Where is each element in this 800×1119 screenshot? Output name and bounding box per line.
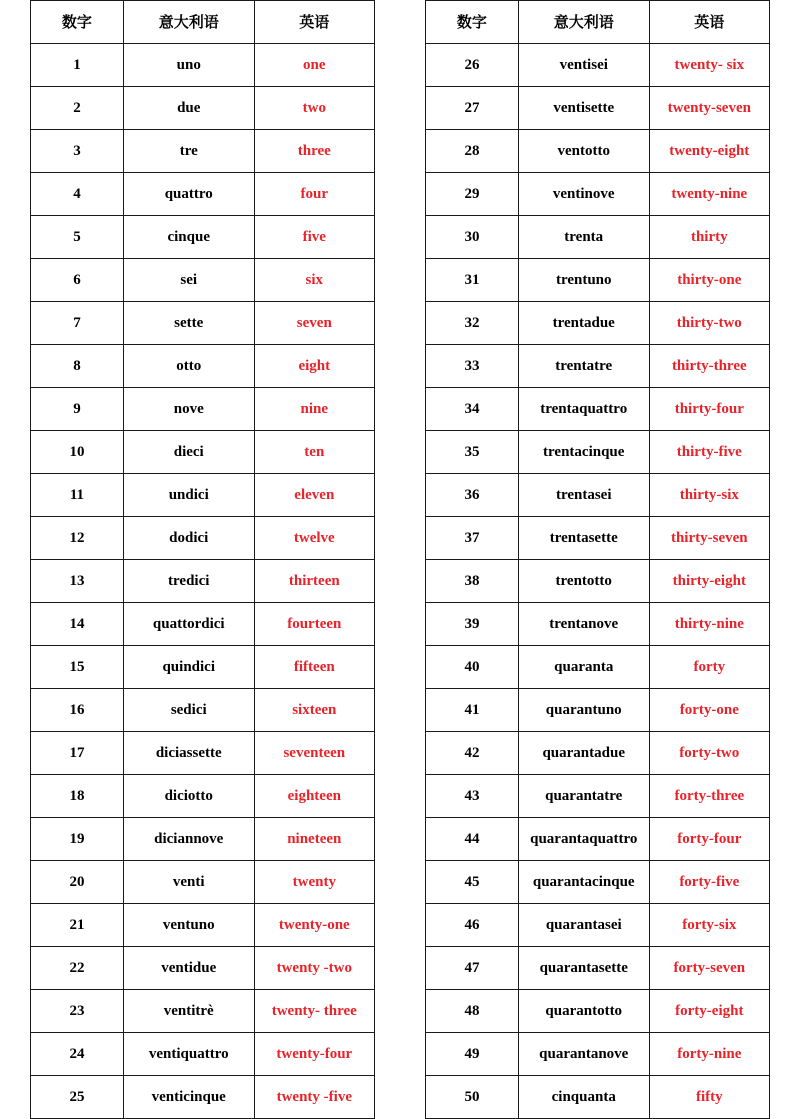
cell-english: twenty-one [254,904,374,947]
cell-number: 20 [31,861,124,904]
table-row [31,259,375,302]
table-row [426,388,770,431]
table-row [426,431,770,474]
cell-number: 2 [31,87,124,130]
cell-number: 36 [426,474,519,517]
cell-english: twenty [254,861,374,904]
cell-number: 5 [31,216,124,259]
cell-number: 10 [31,431,124,474]
cell-number: 47 [426,947,519,990]
table-row [31,818,375,861]
cell-english: thirteen [254,560,374,603]
cell-italian: quindici [123,646,254,689]
table-row [426,818,770,861]
table-row [426,1033,770,1076]
cell-english: ten [254,431,374,474]
cell-english: six [254,259,374,302]
cell-english: forty-five [649,861,769,904]
cell-english: four [254,173,374,216]
cell-english: thirty-nine [649,603,769,646]
cell-number: 42 [426,732,519,775]
table-row [426,44,770,87]
cell-italian: ventidue [123,947,254,990]
cell-english: twenty- six [649,44,769,87]
cell-english: thirty-one [649,259,769,302]
vocab-table-right-wrap [425,0,770,1105]
header-row [426,1,770,44]
cell-english: twenty-nine [649,173,769,216]
table-row [426,1076,770,1119]
table-row [426,302,770,345]
cell-italian: sei [123,259,254,302]
cell-italian: dodici [123,517,254,560]
cell-english: eighteen [254,775,374,818]
cell-italian: cinque [123,216,254,259]
cell-italian: diciannove [123,818,254,861]
cell-english: twenty -five [254,1076,374,1119]
cell-number: 41 [426,689,519,732]
table-row [31,732,375,775]
table-row [31,474,375,517]
cell-number: 4 [31,173,124,216]
cell-number: 37 [426,517,519,560]
cell-english: nineteen [254,818,374,861]
cell-english: five [254,216,374,259]
table-header-left [31,1,375,44]
cell-number: 26 [426,44,519,87]
table-row [426,560,770,603]
table-row [31,388,375,431]
table-row [31,44,375,87]
column-header-english: 英语 [254,1,374,44]
cell-italian: sette [123,302,254,345]
cell-english: forty-three [649,775,769,818]
table-row [426,173,770,216]
cell-number: 44 [426,818,519,861]
cell-italian: trentanove [518,603,649,646]
table-row [31,947,375,990]
table-row [426,517,770,560]
cell-italian: quarantadue [518,732,649,775]
column-header-italian: 意大利语 [123,1,254,44]
column-header-number: 数字 [426,1,519,44]
cell-italian: trentadue [518,302,649,345]
cell-english: nine [254,388,374,431]
cell-number: 40 [426,646,519,689]
cell-italian: due [123,87,254,130]
cell-english: forty-one [649,689,769,732]
cell-number: 8 [31,345,124,388]
cell-english: thirty-six [649,474,769,517]
table-row [426,474,770,517]
cell-number: 32 [426,302,519,345]
cell-english: thirty-seven [649,517,769,560]
cell-english: one [254,44,374,87]
table-row [426,689,770,732]
cell-italian: trentasette [518,517,649,560]
cell-english: thirty-four [649,388,769,431]
table-body-left [31,44,375,1119]
cell-italian: quarantacinque [518,861,649,904]
table-row [426,603,770,646]
header-row [31,1,375,44]
table-row [31,302,375,345]
table-row [31,130,375,173]
cell-english: forty-seven [649,947,769,990]
table-row [426,345,770,388]
cell-italian: otto [123,345,254,388]
cell-number: 50 [426,1076,519,1119]
cell-italian: quarantatre [518,775,649,818]
table-row [426,775,770,818]
table-row [426,259,770,302]
cell-english: forty-two [649,732,769,775]
table-header-right [426,1,770,44]
cell-english: forty-six [649,904,769,947]
cell-italian: quaranta [518,646,649,689]
cell-italian: tredici [123,560,254,603]
column-gap [385,0,415,1067]
cell-italian: quarantotto [518,990,649,1033]
cell-italian: diciassette [123,732,254,775]
cell-english: thirty-five [649,431,769,474]
cell-italian: trentacinque [518,431,649,474]
cell-number: 30 [426,216,519,259]
cell-number: 9 [31,388,124,431]
cell-number: 18 [31,775,124,818]
cell-number: 12 [31,517,124,560]
cell-italian: ventotto [518,130,649,173]
column-header-english: 英语 [649,1,769,44]
cell-number: 34 [426,388,519,431]
table-row [31,990,375,1033]
cell-italian: trenta [518,216,649,259]
vocab-table-left [30,0,375,1119]
cell-italian: quarantaquattro [518,818,649,861]
cell-italian: venti [123,861,254,904]
table-row [31,646,375,689]
cell-number: 27 [426,87,519,130]
cell-number: 13 [31,560,124,603]
cell-number: 38 [426,560,519,603]
cell-number: 23 [31,990,124,1033]
cell-english: sixteen [254,689,374,732]
cell-english: forty [649,646,769,689]
cell-english: twelve [254,517,374,560]
cell-english: forty-four [649,818,769,861]
cell-english: thirty-eight [649,560,769,603]
column-header-italian: 意大利语 [518,1,649,44]
cell-number: 39 [426,603,519,646]
cell-english: fourteen [254,603,374,646]
table-row [31,861,375,904]
cell-italian: quarantasei [518,904,649,947]
cell-english: forty-eight [649,990,769,1033]
cell-italian: sedici [123,689,254,732]
cell-italian: nove [123,388,254,431]
cell-italian: quarantasette [518,947,649,990]
cell-italian: undici [123,474,254,517]
table-row [426,990,770,1033]
table-row [31,216,375,259]
column-header-number: 数字 [31,1,124,44]
table-row [426,130,770,173]
cell-italian: dieci [123,431,254,474]
cell-italian: diciotto [123,775,254,818]
cell-italian: cinquanta [518,1076,649,1119]
cell-italian: ventisette [518,87,649,130]
cell-number: 28 [426,130,519,173]
cell-number: 25 [31,1076,124,1119]
cell-number: 15 [31,646,124,689]
cell-italian: ventinove [518,173,649,216]
cell-english: fifty [649,1076,769,1119]
cell-english: fifteen [254,646,374,689]
table-row [31,689,375,732]
cell-english: twenty-seven [649,87,769,130]
cell-italian: ventiquattro [123,1033,254,1076]
cell-english: seventeen [254,732,374,775]
cell-english: twenty-eight [649,130,769,173]
cell-italian: trentaquattro [518,388,649,431]
cell-number: 14 [31,603,124,646]
cell-english: twenty-four [254,1033,374,1076]
cell-english: three [254,130,374,173]
cell-number: 29 [426,173,519,216]
cell-number: 7 [31,302,124,345]
table-body-right [426,44,770,1119]
cell-italian: quattro [123,173,254,216]
cell-english: seven [254,302,374,345]
cell-number: 49 [426,1033,519,1076]
cell-english: eight [254,345,374,388]
table-row [31,345,375,388]
cell-number: 48 [426,990,519,1033]
table-row [31,775,375,818]
table-row [426,646,770,689]
cell-italian: ventitrè [123,990,254,1033]
table-row [31,173,375,216]
cell-number: 16 [31,689,124,732]
cell-italian: venticinque [123,1076,254,1119]
table-row [31,904,375,947]
table-row [31,87,375,130]
cell-italian: ventisei [518,44,649,87]
cell-number: 31 [426,259,519,302]
cell-number: 33 [426,345,519,388]
cell-number: 6 [31,259,124,302]
cell-english: two [254,87,374,130]
cell-number: 22 [31,947,124,990]
cell-english: twenty- three [254,990,374,1033]
table-row [31,1033,375,1076]
cell-english: twenty -two [254,947,374,990]
table-row [426,216,770,259]
cell-italian: tre [123,130,254,173]
cell-english: eleven [254,474,374,517]
cell-number: 35 [426,431,519,474]
cell-number: 1 [31,44,124,87]
table-row [426,861,770,904]
cell-english: thirty-three [649,345,769,388]
vocab-table-left-wrap [30,0,375,1105]
cell-italian: quattordici [123,603,254,646]
cell-number: 43 [426,775,519,818]
table-row [31,1076,375,1119]
cell-number: 21 [31,904,124,947]
table-row [426,904,770,947]
vocab-table-right [425,0,770,1119]
cell-italian: trentotto [518,560,649,603]
table-row [426,947,770,990]
table-row [31,517,375,560]
cell-english: thirty [649,216,769,259]
cell-number: 24 [31,1033,124,1076]
table-row [31,560,375,603]
cell-english: forty-nine [649,1033,769,1076]
cell-number: 11 [31,474,124,517]
cell-number: 17 [31,732,124,775]
table-row [31,431,375,474]
table-row [31,603,375,646]
cell-number: 19 [31,818,124,861]
cell-italian: quarantuno [518,689,649,732]
table-row [426,87,770,130]
cell-italian: uno [123,44,254,87]
cell-italian: trentatre [518,345,649,388]
table-row [426,732,770,775]
cell-italian: ventuno [123,904,254,947]
cell-number: 45 [426,861,519,904]
cell-italian: quarantanove [518,1033,649,1076]
cell-english: thirty-two [649,302,769,345]
cell-number: 46 [426,904,519,947]
cell-italian: trentuno [518,259,649,302]
cell-number: 3 [31,130,124,173]
cell-italian: trentasei [518,474,649,517]
